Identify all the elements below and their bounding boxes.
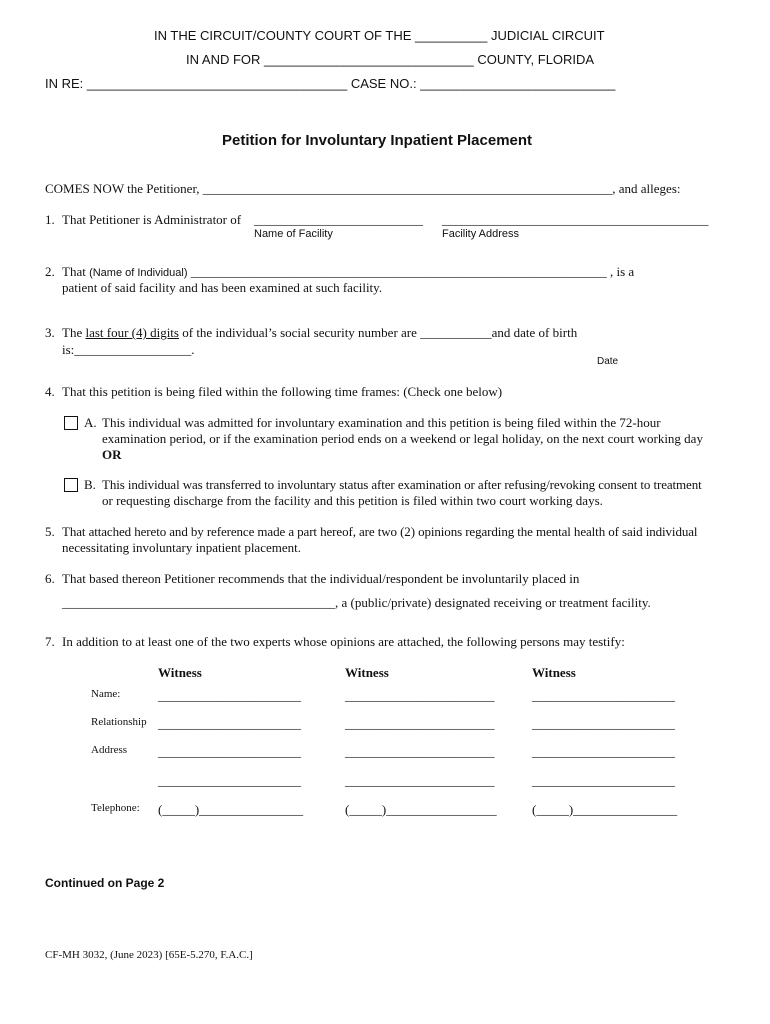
item1-text: That Petitioner is Administrator of	[62, 212, 242, 227]
form-footer: CF-MH 3032, (June 2023) [65E-5.270, F.A.C.]	[45, 949, 253, 961]
item6-num: 6.	[45, 571, 55, 586]
option-b-line2: or requesting discharge from the facility and this petition is filed within two court working days.	[102, 493, 603, 508]
item3-text-a: The	[62, 325, 83, 340]
witness3-name-field[interactable]: ______________________	[532, 688, 675, 703]
witness3-address-field[interactable]: ______________________	[532, 744, 675, 759]
item7-text: In addition to at least one of the two experts whose opinions are attached, the following persons may testify:	[62, 634, 625, 649]
county-suffix: COUNTY, FLORIDA	[477, 52, 595, 67]
row-label-telephone: Telephone:	[91, 802, 140, 814]
witness3-relationship-field[interactable]: ______________________	[532, 716, 675, 731]
witness1-address2-field[interactable]: ______________________	[158, 773, 301, 788]
item7-num: 7.	[45, 634, 55, 649]
option-a-label: A.	[84, 415, 97, 430]
witness1-address-field[interactable]: ______________________	[158, 744, 301, 759]
case-no-field[interactable]: ___________________________	[420, 76, 616, 91]
item6-line2	[62, 595, 651, 611]
witness2-telephone-field[interactable]: (_____)_________________	[345, 802, 497, 817]
witness-header-1: Witness	[158, 665, 202, 680]
option-b-checkbox[interactable]	[64, 478, 78, 492]
witness-header-3: Witness	[532, 665, 576, 680]
item4-text: That this petition is being filed within the following time frames: (Check one below)	[62, 384, 503, 399]
item2-suffix: , is a	[610, 264, 635, 279]
item5-num: 5.	[45, 524, 55, 539]
row-label-relationship: Relationship	[91, 716, 147, 728]
option-b-label: B.	[84, 477, 96, 492]
case-no-label: CASE NO.:	[350, 76, 417, 91]
individual-name-caption: (Name of Individual)	[89, 267, 188, 279]
item6-line2-suffix: , a (public/private) designated receiving or treatment facility.	[335, 595, 651, 610]
facility-name-field[interactable]: __________________________	[254, 212, 423, 227]
item2-text-a: That	[62, 264, 86, 279]
item2-row	[62, 264, 634, 280]
item6-line1: That based thereon Petitioner recommends that the individual/respondent be involuntarily placed in	[62, 571, 580, 586]
facility-address-field[interactable]: _________________________________________	[442, 212, 709, 227]
court-header-line1	[154, 28, 605, 43]
witness2-address2-field[interactable]: _______________________	[345, 773, 495, 788]
petitioner-field[interactable]: _______________________________________________________________	[202, 181, 613, 196]
comes-now-suffix: , and alleges:	[612, 181, 681, 196]
facility-address-caption: Facility Address	[442, 228, 520, 240]
option-a-line1: This individual was admitted for involuntary examination and this petition is being filed within the 72-hour	[102, 415, 661, 430]
facility-name-caption: Name of Facility	[254, 228, 333, 240]
option-a-checkbox[interactable]	[64, 416, 78, 430]
court-header-suffix: JUDICIAL CIRCUIT	[490, 28, 605, 43]
option-b-line1: This individual was transferred to involuntary status after examination or after refusing/revoking consent to treatment	[102, 477, 702, 492]
in-re-row	[45, 76, 615, 91]
witness2-address-field[interactable]: _______________________	[345, 744, 495, 759]
comes-now-row	[45, 181, 681, 197]
item1-num: 1.	[45, 212, 55, 227]
item3-underlined: last four (4) digits	[85, 325, 179, 340]
court-header-line2	[186, 52, 594, 67]
witness2-name-field[interactable]: _______________________	[345, 688, 495, 703]
item5-line2: necessitating involuntary inpatient placement.	[62, 540, 301, 555]
item2-line2: patient of said facility and has been examined at such facility.	[62, 280, 383, 295]
witness3-address2-field[interactable]: ______________________	[532, 773, 675, 788]
date-caption: Date	[597, 356, 619, 367]
item3-row	[62, 325, 577, 341]
item3-num: 3.	[45, 325, 55, 340]
item4-num: 4.	[45, 384, 55, 399]
receiving-facility-field[interactable]: __________________________________________	[62, 595, 335, 610]
item5-line1: That attached hereto and by reference made a part hereof, are two (2) opinions regarding the mental health of said individual	[62, 524, 698, 539]
in-re-field[interactable]: ____________________________________	[86, 76, 348, 91]
court-header-prefix: IN THE CIRCUIT/COUNTY COURT OF THE	[154, 28, 412, 43]
option-a-line2: examination period, or if the examination period ends on a weekend or legal holiday, on the next court working day	[102, 431, 703, 446]
birth-date-field[interactable]: is:__________________.	[62, 342, 195, 357]
item3-text-b: of the individual’s social security number are ___________and date of birth	[182, 325, 578, 340]
item2-num: 2.	[45, 264, 55, 279]
or-text: OR	[102, 447, 122, 462]
continued-note: Continued on Page 2	[45, 876, 165, 890]
county-field[interactable]: _____________________________	[264, 52, 474, 67]
witness-header-2: Witness	[345, 665, 389, 680]
in-re-label: IN RE:	[45, 76, 84, 91]
comes-now-prefix: COMES NOW the Petitioner,	[45, 181, 200, 196]
county-prefix: IN AND FOR	[186, 52, 261, 67]
circuit-number-field[interactable]: __________	[415, 28, 488, 43]
witness2-relationship-field[interactable]: _______________________	[345, 716, 495, 731]
individual-name-field[interactable]: ________________________________________________________________	[190, 264, 607, 279]
witness1-telephone-field[interactable]: (_____)________________	[158, 802, 304, 817]
witness1-name-field[interactable]: ______________________	[158, 688, 301, 703]
witness1-relationship-field[interactable]: ______________________	[158, 716, 301, 731]
row-label-address: Address	[91, 744, 128, 756]
witness3-telephone-field[interactable]: (_____)________________	[532, 802, 678, 817]
row-label-name: Name:	[91, 688, 121, 700]
page-title: Petition for Involuntary Inpatient Placement	[222, 132, 533, 149]
